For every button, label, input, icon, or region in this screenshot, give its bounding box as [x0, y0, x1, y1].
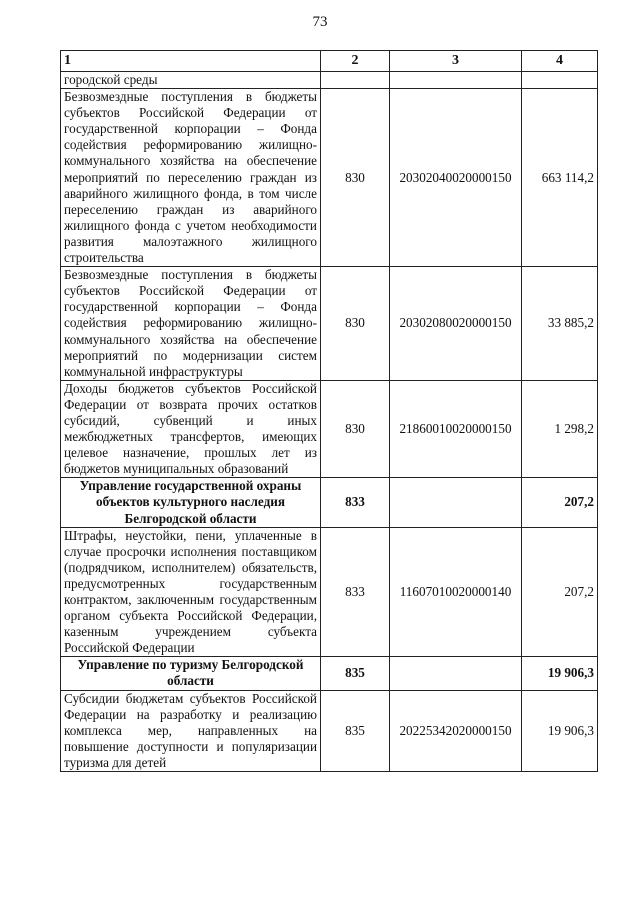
page-number: 73	[312, 14, 328, 30]
row-budget-code: 20302040020000150	[390, 89, 522, 267]
row-admin-code: 835	[321, 690, 390, 771]
row-budget-code	[390, 657, 522, 690]
row-admin-code	[321, 72, 390, 89]
row-admin-code: 833	[321, 478, 390, 527]
row-description: Управление по туризму Белгородской области	[61, 657, 321, 690]
row-amount: 1 298,2	[522, 380, 598, 478]
column-header-1: 1	[61, 51, 321, 72]
row-budget-code: 11607010020000140	[390, 527, 522, 657]
row-budget-code: 20225342020000150	[390, 690, 522, 771]
row-budget-code: 20302080020000150	[390, 267, 522, 381]
column-header-3: 3	[390, 51, 522, 72]
row-amount: 207,2	[522, 478, 598, 527]
row-budget-code: 21860010020000150	[390, 380, 522, 478]
row-amount: 19 906,3	[522, 657, 598, 690]
table-row-agency	[61, 478, 598, 527]
row-amount	[522, 72, 598, 89]
row-description: Доходы бюджетов субъектов Российской Федерации от возврата прочих остатков субсидий, субвенций и иных межбюджетных трансфертов, имеющих целевое назначение, прошлых лет из бюджетов муниципальных образований	[61, 380, 321, 478]
table-row	[61, 267, 598, 381]
row-admin-code: 835	[321, 657, 390, 690]
row-description: Безвозмездные поступления в бюджеты субъектов Российской Федерации от государственной корпорации – Фонда содействия реформированию жилищно-коммунального хозяйства на обеспечение мероприятий по модернизации систем коммунальной инфраструктуры	[61, 267, 321, 381]
table-row	[61, 72, 598, 89]
row-description: Безвозмездные поступления в бюджеты субъектов Российской Федерации от государственной корпорации – Фонда содействия реформированию жилищно-коммунального хозяйства на обеспечение мероприятий по переселению граждан из аварийного жилищного фонда, в том числе переселению граждан из аварийного жилищного фонда с учетом необходимости развития малоэтажного жилищного строительства	[61, 89, 321, 267]
table-header-row	[61, 51, 598, 72]
row-description: Субсидии бюджетам субъектов Российской Федерации на разработку и реализацию комплекса мер, направленных на повышение доступности и популяризации туризма для детей	[61, 690, 321, 771]
row-admin-code: 830	[321, 267, 390, 381]
table-row	[61, 89, 598, 267]
column-header-4: 4	[522, 51, 598, 72]
row-admin-code: 830	[321, 89, 390, 267]
table-row	[61, 690, 598, 771]
row-description: Штрафы, неустойки, пени, уплаченные в случае просрочки исполнения поставщиком (подрядчиком, исполнителем) обязательств, предусмотренных государственным контрактом, заключенным государственным органом субъекта Российской Федерации, казенным учреждением субъекта Российской Федерации	[61, 527, 321, 657]
table-row	[61, 527, 598, 657]
row-amount: 207,2	[522, 527, 598, 657]
row-budget-code	[390, 478, 522, 527]
column-header-2: 2	[321, 51, 390, 72]
table-row	[61, 380, 598, 478]
row-description: Управление государственной охраны объектов культурного наследия Белгородской области	[61, 478, 321, 527]
row-amount: 33 885,2	[522, 267, 598, 381]
row-amount: 19 906,3	[522, 690, 598, 771]
row-description: городской среды	[61, 72, 321, 89]
table-row-agency	[61, 657, 598, 690]
row-admin-code: 833	[321, 527, 390, 657]
row-budget-code	[390, 72, 522, 89]
row-amount: 663 114,2	[522, 89, 598, 267]
row-admin-code: 830	[321, 380, 390, 478]
revenue-table	[60, 50, 598, 772]
